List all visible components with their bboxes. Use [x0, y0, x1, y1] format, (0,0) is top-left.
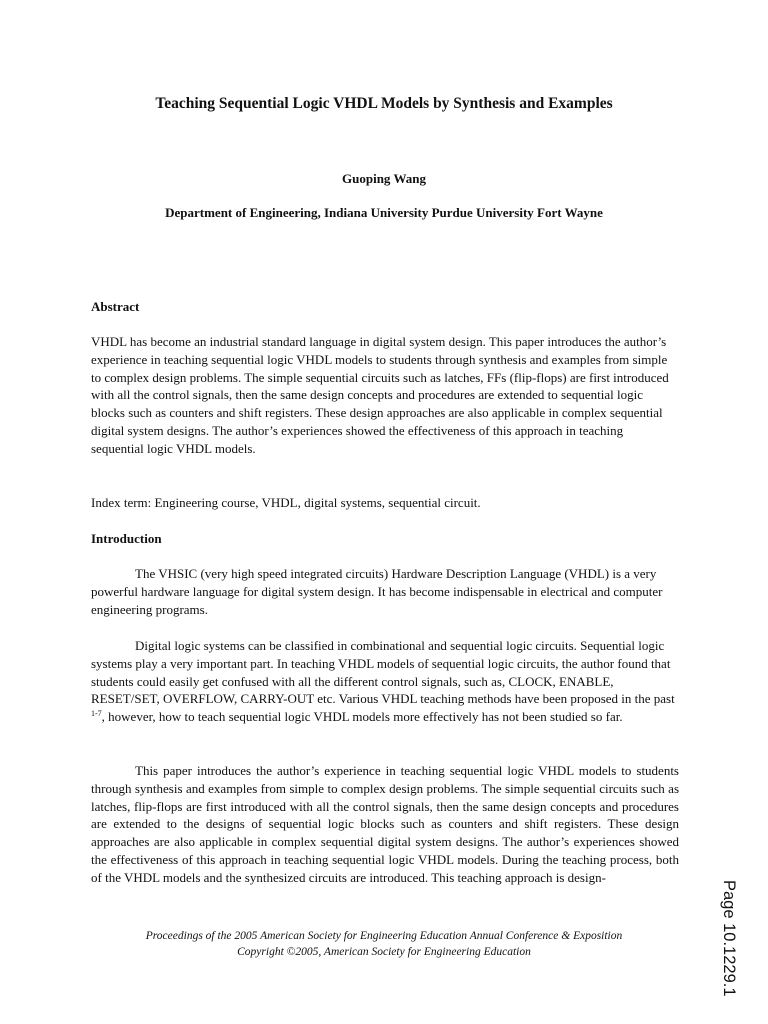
intro-paragraph-3: This paper introduces the author’s experience in teaching sequential logic VHDL models to students through synthesis and examples from simple to complex design problems. The simple sequential circuits such as latches, flip-flops are first introduced with all the control signals, then the same design concepts and procedures are extended to the designs of sequential logic blocks such as counters and shift registers. These design approaches are also applicable in complex sequential digital system designs. The author’s experiences showed the effectiveness of this approach in teaching sequential logic VHDL models. During the teaching process, both of the VHDL models and the synthesized circuits are introduced. This teaching approach is design-: [91, 763, 679, 885]
footer-line-2: Copyright ©2005, American Society for Engineering Education: [237, 946, 531, 958]
intro-paragraph-2-tail: , however, how to teach sequential logic VHDL models more effectively has not been studied so far.: [101, 709, 623, 725]
author-affiliation: Department of Engineering, Indiana University Purdue University Fort Wayne: [165, 205, 603, 220]
intro-paragraph-2-text: Digital logic systems can be classified in combinational and sequential logic circuits. Sequential logic systems play a very important part. In teaching VHDL models of sequential logic circuits, the author found that students could easily get confused with all the different control signals, such as, CLOCK, ENABLE, RESET/SET, OVERFLOW, CARRY-OUT etc. Various VHDL teaching methods have been proposed in the past: [91, 638, 675, 707]
citation-reference: 1-7: [91, 709, 102, 719]
index-term: Index term: Engineering course, VHDL, digital systems, sequential circuit.: [91, 495, 481, 510]
proceedings-footer: [0, 928, 768, 960]
introduction-heading: Introduction: [91, 531, 162, 546]
abstract-text: VHDL has become an industrial standard language in digital system design. This paper introduces the author’s experience in teaching sequential logic VHDL models to students through synthesis and examples from simple to complex design problems. The simple sequential circuits such as latches, FFs (flip-flops) are first introduced with all the control signals, then the same design concepts and procedures are extended to sequential logic blocks such as counters and shift registers. These design approaches are also applicable in complex sequential digital system designs. The author’s experiences showed the effectiveness of this approach in teaching sequential logic VHDL models.: [91, 334, 669, 456]
page-number-label: Page 10.1229.1: [720, 880, 738, 997]
author-name: Guoping Wang: [342, 171, 426, 186]
intro-paragraph-1: The VHSIC (very high speed integrated circuits) Hardware Description Language (VHDL) is a very powerful hardware language for digital system design. It has become indispensable in electrical and computer engineering programs.: [91, 566, 663, 617]
abstract-heading: Abstract: [91, 299, 140, 314]
footer-line-1: Proceedings of the 2005 American Society for Engineering Education Annual Conference & Exposition: [145, 930, 623, 942]
intro-paragraph-2: [91, 637, 679, 726]
paper-title: Teaching Sequential Logic VHDL Models by Synthesis and Examples: [155, 95, 613, 112]
